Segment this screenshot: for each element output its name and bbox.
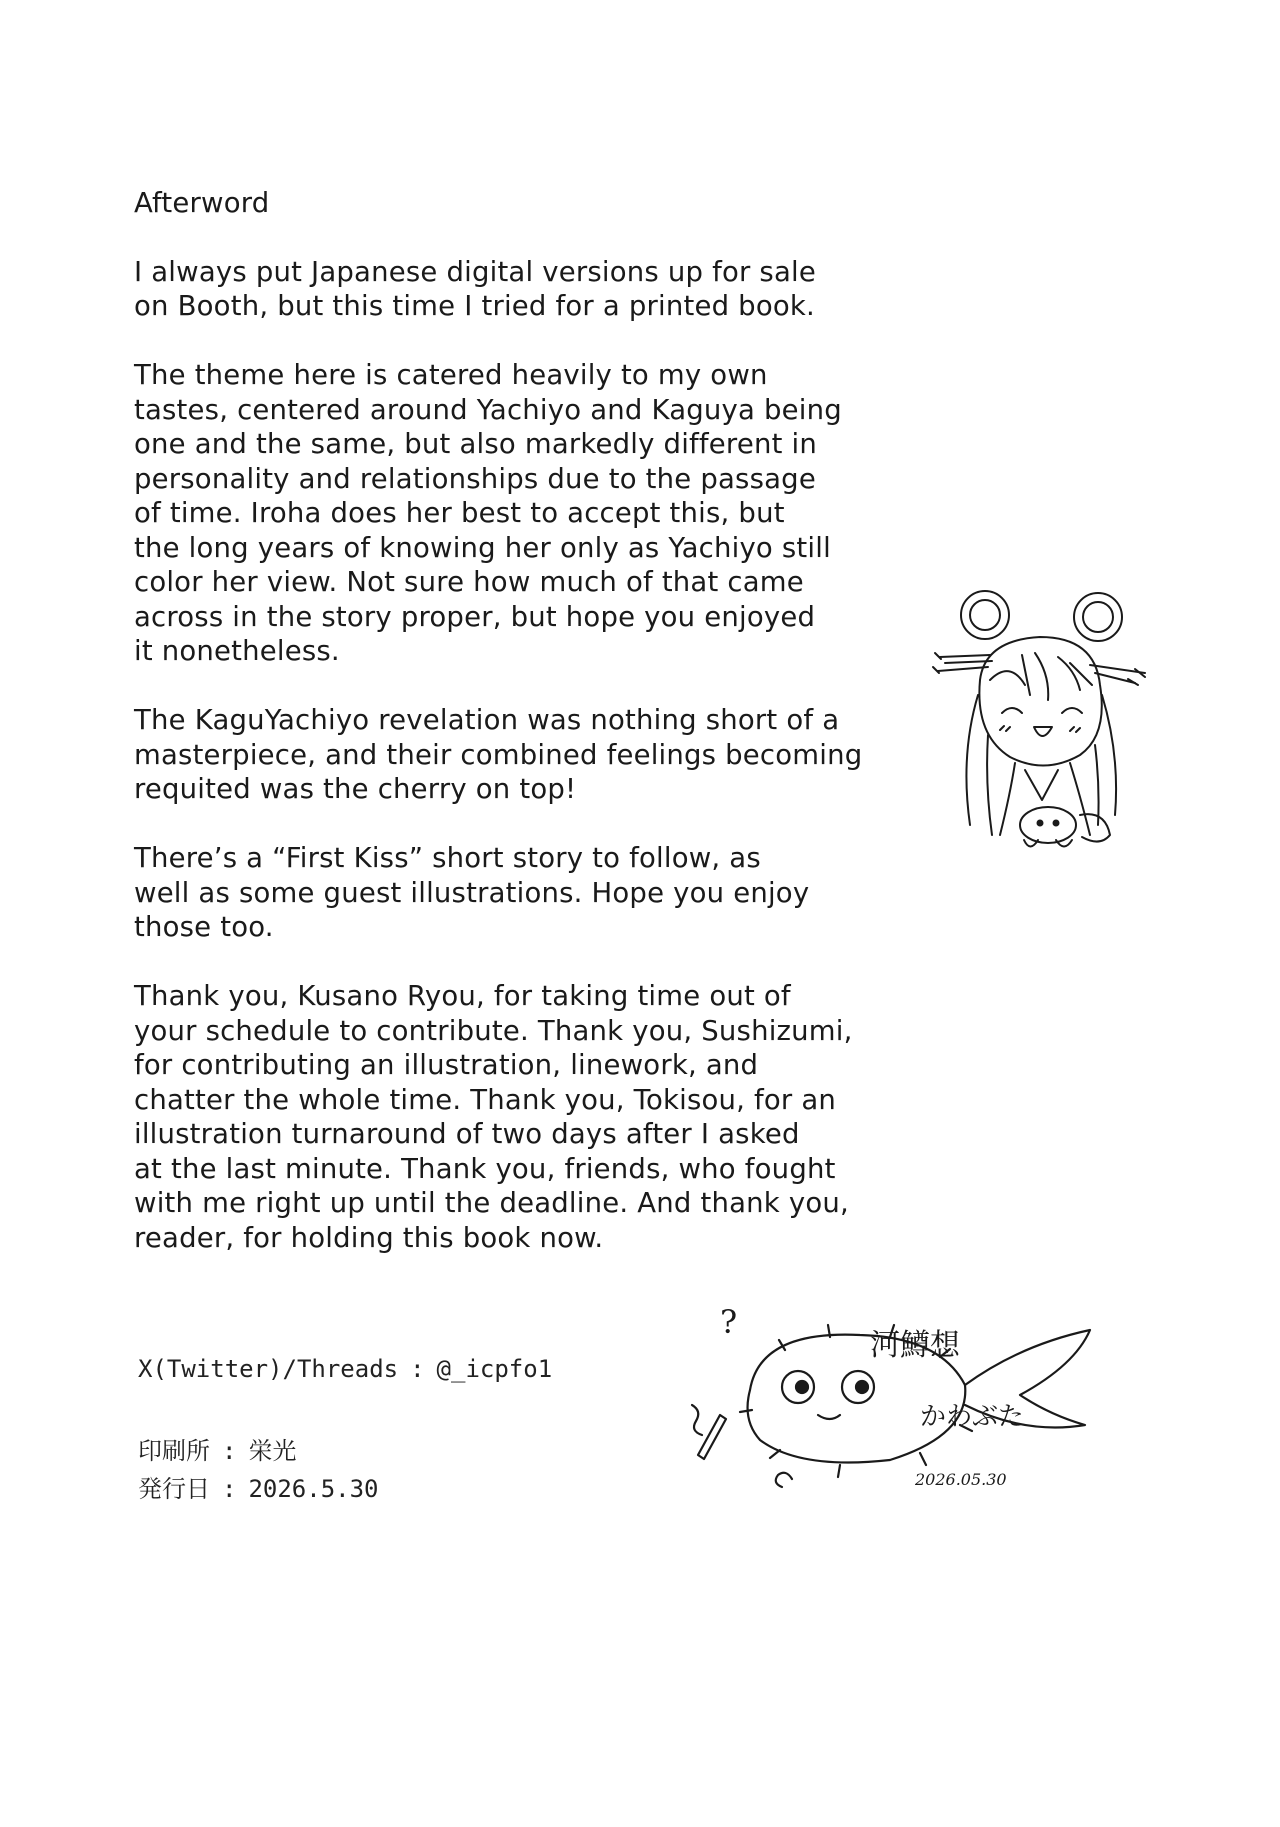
afterword-line: requited was the cherry on top! bbox=[134, 773, 577, 805]
social-label: X(Twitter)/Threads bbox=[138, 1355, 399, 1383]
afterword-line: for contributing an illustration, linework, and bbox=[134, 1049, 759, 1081]
afterword-line: personality and relationships due to the passage bbox=[134, 462, 816, 495]
social-handle-row bbox=[138, 1350, 552, 1388]
character-sketch-illustration bbox=[930, 585, 1160, 870]
afterword-heading: Afterword bbox=[134, 187, 270, 219]
question-mark: ? bbox=[720, 1303, 738, 1341]
afterword-line: illustration turnaround of two days after I asked bbox=[134, 1118, 800, 1150]
afterword-line: Thank you, Kusano Ryou, for taking time out of bbox=[134, 980, 791, 1012]
afterword-line: chatter the whole time. Thank you, Tokisou, for an bbox=[134, 1083, 837, 1116]
afterword-line: tastes, centered around Yachiyo and Kaguya being bbox=[134, 393, 842, 426]
afterword-paragraph bbox=[134, 979, 924, 1255]
afterword-text bbox=[134, 186, 924, 1290]
afterword-line: it nonetheless. bbox=[134, 635, 340, 667]
signature-name-kana: かわぶた bbox=[920, 1402, 1025, 1432]
afterword-line: across in the story proper, but hope you enjoyed bbox=[134, 600, 816, 633]
afterword-line: with me right up until the deadline. And thank you, bbox=[134, 1187, 849, 1219]
afterword-line: one and the same, but also markedly different in bbox=[134, 428, 817, 460]
afterword-line: those too. bbox=[134, 911, 274, 943]
afterword-paragraph bbox=[134, 703, 924, 807]
afterword-line: The theme here is catered heavily to my own bbox=[134, 359, 768, 391]
publish-date-separator: : bbox=[222, 1475, 237, 1503]
social-handle: @_icpfo1 bbox=[436, 1355, 553, 1383]
signature-date: 2026.05.30 bbox=[915, 1470, 1007, 1489]
publish-date-value: 2026.5.30 bbox=[248, 1475, 379, 1503]
afterword-line: masterpiece, and their combined feelings becoming bbox=[134, 738, 863, 771]
afterword-line: I always put Japanese digital versions up for sale bbox=[134, 255, 816, 288]
publish-date-row bbox=[138, 1470, 552, 1508]
afterword-line: The KaguYachiyo revelation was nothing short of a bbox=[134, 704, 840, 736]
social-separator: : bbox=[410, 1355, 425, 1383]
pufferfish-signature-illustration bbox=[690, 1275, 1110, 1500]
afterword-line: the long years of knowing her only as Yachiyo still bbox=[134, 531, 831, 564]
afterword-paragraph bbox=[134, 358, 924, 669]
printer-separator: : bbox=[222, 1437, 237, 1465]
printer-value: 栄光 bbox=[248, 1437, 297, 1465]
afterword-line: of time. Iroha does her best to accept this, but bbox=[134, 497, 785, 529]
afterword-paragraph bbox=[134, 841, 924, 945]
afterword-line: well as some guest illustrations. Hope you enjoy bbox=[134, 876, 810, 909]
afterword-line: at the last minute. Thank you, friends, who fought bbox=[134, 1152, 836, 1185]
printer-row bbox=[138, 1432, 552, 1470]
afterword-line: reader, for holding this book now. bbox=[134, 1221, 604, 1254]
afterword-line: your schedule to contribute. Thank you, Sushizumi, bbox=[134, 1014, 853, 1047]
publish-date-label: 発行日 bbox=[138, 1475, 210, 1503]
afterword-paragraph bbox=[134, 255, 924, 324]
printer-label: 印刷所 bbox=[138, 1437, 210, 1465]
colophon bbox=[138, 1350, 552, 1508]
afterword-paragraphs bbox=[134, 255, 924, 1256]
afterword-line: There’s a “First Kiss” short story to follow, as bbox=[134, 842, 761, 874]
signature-name-kanji: 河鱒想 bbox=[870, 1328, 960, 1363]
afterword-line: on Booth, but this time I tried for a printed book. bbox=[134, 290, 815, 322]
afterword-line: color her view. Not sure how much of that came bbox=[134, 566, 804, 598]
